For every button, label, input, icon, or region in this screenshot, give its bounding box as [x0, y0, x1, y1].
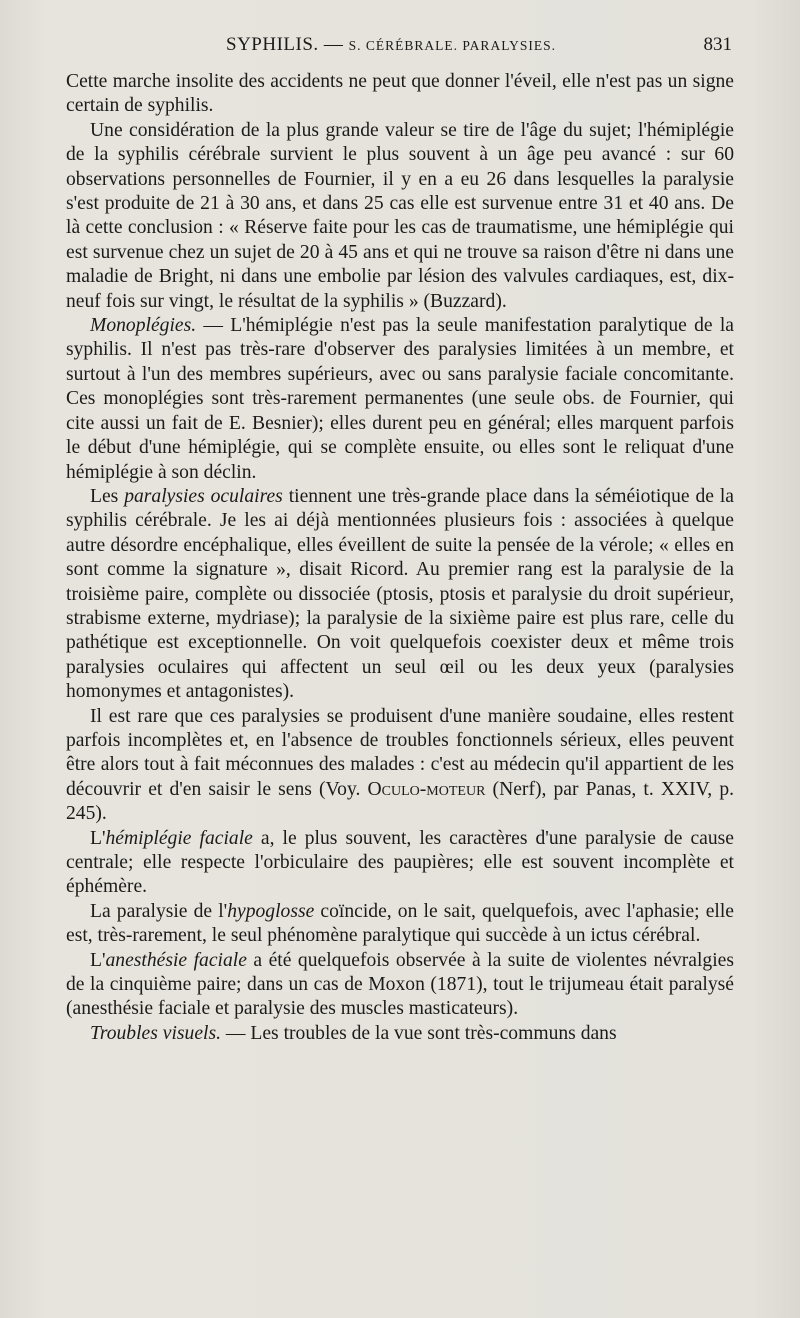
paragraph-1: Cette marche insolite des accidents ne peut que donner l'éveil, elle n'est pas un signe certain de syphilis. [66, 71, 734, 117]
paragraph-troubles-visuels: Troubles visuels. — Les troubles de la vue sont très-communs dans [90, 1022, 617, 1044]
running-title: SYPHILIS. — S. CÉRÉBRALE. PARALYSIES. [226, 34, 556, 55]
term-anesthesie-faciale: anesthésie faciale [105, 949, 247, 971]
term-hemiplegie-faciale: hémiplégie faciale [105, 827, 253, 849]
paragraph-anesthesie-faciale: L'anesthésie faciale a été quelquefois observée à la suite de violentes névralgies de la cinquième paire; dans un cas de Moxon (1871), tout le trijumeau était paralysé (anesthésie faciale et paralysie des muscles masticateurs). [66, 949, 734, 1020]
paragraph-5: Il est rare que ces paralysies se produisent d'une manière soudaine, elles restent parfois incomplètes et, en l'absence de troubles fonctionnels sérieux, elles peuvent être alors tout à fait méconnues des malades : c'est au médecin qu'il appartient de les découvrir et d'en saisir le sens (Voy. Oculo-moteur (Nerf), par Panas, t. XXIV, p. 245). [66, 705, 735, 825]
body-text [66, 70, 734, 1046]
page-number: 831 [703, 34, 732, 55]
paragraph-2: Une considération de la plus grande valeur se tire de l'âge du sujet; l'hémiplégie de la syphilis cérébrale survient le plus souvent à un âge peu avancé : sur 60 observations personnelles de Fournier, il y en a eu 26 dans lesquelles la paralysie s'est produite de 21 à 30 ans, et dans 25 cas elle est survenue entre 31 et 40 ans. De là cette conclusion : « Réserve faite pour les cas de traumatisme, une hémiplégie qui est survenue chez un sujet de 20 à 45 ans et qui ne trouve sa raison d'être ni dans une maladie de Bright, ni dans une embolie par lésion des valvules cardiaques, est, dix-neuf fois sur vingt, le résultat de la syphilis » (Buzzard). [66, 119, 734, 312]
page-header [66, 34, 734, 64]
paragraph-monoplegies: Monoplégies. — L'hémiplégie n'est pas la seule manifestation paralytique de la syphilis. Il n'est pas très-rare d'observer des paralysies limitées à un membre, et surtout à l'un des membres supérieurs, avec ou sans paralysie faciale concomitante. Ces monoplégies sont très-rarement permanentes (une seule obs. de Fournier, qui cite aussi un fait de E. Besnier); elles durent peu en général; elles marquent parfois le début d'une hémiplégie, qui se complète ensuite, ou elles sont le reliquat d'une hémiplégie à son déclin. [66, 315, 734, 483]
paragraph-hypoglosse: La paralysie de l'hypoglosse coïncide, on le sait, quelquefois, avec l'aphasie; elle est, très-rarement, le seul phénomène paralytique qui succède à un ictus cérébral. [66, 900, 734, 947]
term-paralysies-oculaires: paralysies oculaires [124, 485, 283, 507]
paragraph-hemiplegie-faciale: L'hémiplégie faciale a, le plus souvent, les caractères d'une paralysie de cause centrale; elle respecte l'orbiculaire des paupières; elle est souvent incomplète et éphémère. [66, 827, 734, 898]
cross-reference: Oculo-moteur [367, 778, 486, 800]
section-heading-troubles-visuels: Troubles visuels. [90, 1022, 221, 1044]
term-hypoglosse: hypoglosse [227, 900, 315, 922]
paragraph-paralysies-oculaires: Les paralysies oculaires tiennent une très-grande place dans la séméiotique de la syphilis cérébrale. Je les ai déjà mentionnées plusieurs fois : associées à quelque autre désordre encéphalique, elles éveillent de suite la pensée de la vérole; « elles en sont comme la signature », disait Ricord. Au premier rang est la paralysie de la troisième paire, complète ou dissociée (ptosis, ptosis et paralysie du droit supérieur, strabisme externe, mydriase); la paralysie de la sixième paire est plus rare, celle du pathétique est exceptionnelle. On voit quelquefois coexister deux et même trois paralysies oculaires qui affectent un seul œil ou les deux yeux (paralysies homonymes et antagonistes). [66, 485, 734, 703]
section-heading-monoplegies: Monoplégies. [90, 315, 197, 337]
